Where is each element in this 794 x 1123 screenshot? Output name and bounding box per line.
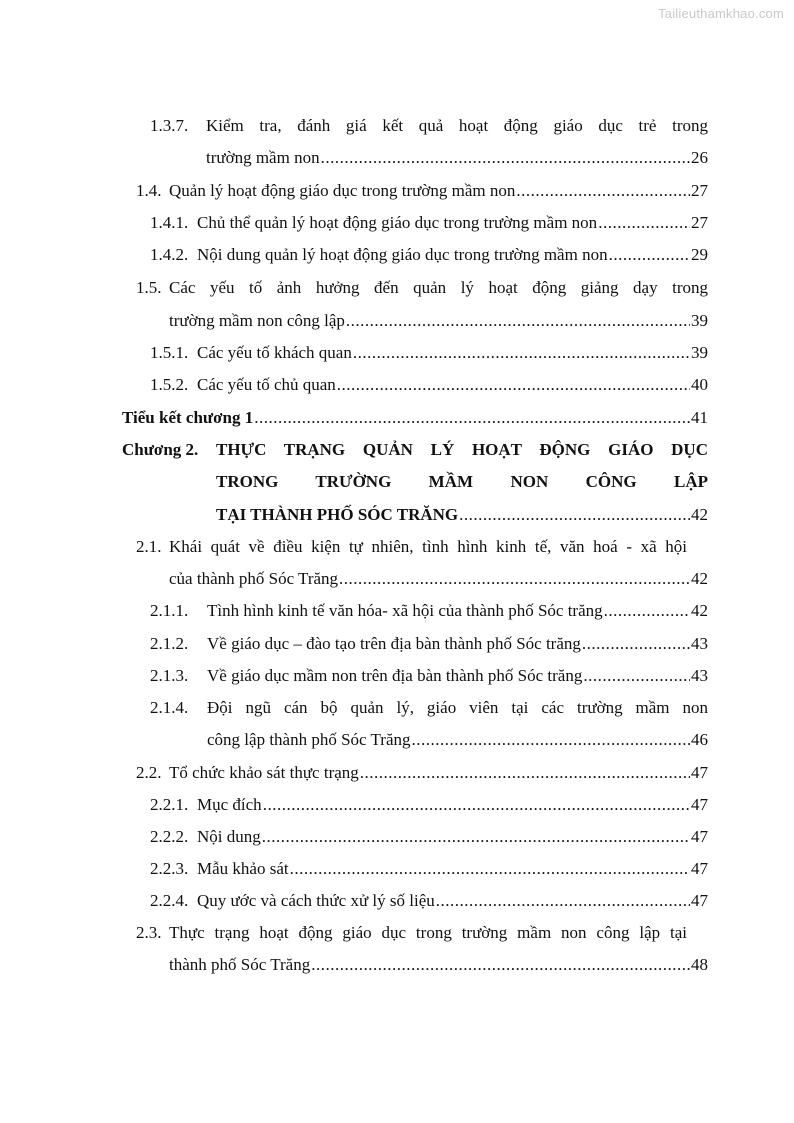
toc-page: 39 bbox=[691, 343, 708, 362]
toc-entry-chapter bbox=[122, 439, 708, 461]
toc-title: thành phố Sóc Trăng bbox=[169, 955, 311, 974]
toc-number: 2.1.1. bbox=[150, 601, 189, 620]
toc-title: THỰC TRẠNG QUẢN LÝ HOẠT ĐỘNG GIÁO DỤC bbox=[216, 440, 708, 459]
toc-number: 2.2.3. bbox=[150, 859, 189, 878]
toc-page: 47 bbox=[691, 763, 708, 782]
toc-entry bbox=[136, 180, 708, 202]
toc-title: Các yếu tố ảnh hưởng đến quản lý hoạt động giảng dạy trong bbox=[169, 278, 708, 297]
toc-leader bbox=[353, 342, 690, 364]
toc-number: 2.1.4. bbox=[150, 698, 189, 717]
toc-leader bbox=[311, 954, 690, 976]
toc-title: Tiểu kết chương 1 bbox=[122, 408, 254, 427]
toc-page: 27 bbox=[691, 181, 708, 200]
toc-entry bbox=[150, 115, 708, 137]
toc-title: công lập thành phố Sóc Trăng bbox=[207, 730, 411, 749]
toc-leader bbox=[290, 858, 690, 880]
toc-page: 47 bbox=[691, 795, 708, 814]
toc-leader bbox=[436, 890, 690, 912]
toc-title: Quy ước và cách thức xử lý số liệu bbox=[197, 891, 435, 910]
toc-title: Các yếu tố chủ quan bbox=[197, 375, 336, 394]
toc-entry bbox=[150, 858, 708, 880]
toc-entry bbox=[150, 600, 708, 622]
toc-entry bbox=[136, 762, 708, 784]
toc-leader bbox=[582, 633, 690, 655]
toc-title: TẠI THÀNH PHỐ SÓC TRĂNG bbox=[216, 505, 459, 524]
toc-title: của thành phố Sóc Trăng bbox=[169, 569, 339, 588]
toc-page: 47 bbox=[691, 891, 708, 910]
toc-title: Đội ngũ cán bộ quản lý, giáo viên tại các trường mầm non bbox=[207, 698, 708, 717]
toc-title: trường mầm non công lập bbox=[169, 311, 345, 330]
toc-leader bbox=[254, 407, 690, 429]
toc-entry bbox=[136, 536, 687, 558]
toc-entry bbox=[136, 277, 708, 299]
toc-page: 27 bbox=[691, 213, 708, 232]
watermark: Tailieuthamkhao.com bbox=[658, 6, 784, 21]
toc-entry-summary bbox=[122, 407, 708, 429]
toc-entry-chapter bbox=[216, 504, 708, 526]
toc-leader bbox=[583, 665, 690, 687]
toc-leader bbox=[321, 147, 690, 169]
toc-entry bbox=[150, 665, 708, 687]
toc-leader bbox=[360, 762, 690, 784]
toc-entry bbox=[136, 922, 687, 944]
toc-page: 43 bbox=[691, 666, 708, 685]
toc-number: 1.3.7. bbox=[150, 116, 189, 135]
toc-number: 2.3. bbox=[136, 923, 162, 942]
toc-entry bbox=[169, 568, 708, 590]
toc-leader bbox=[516, 180, 690, 202]
toc-leader bbox=[339, 568, 690, 590]
toc-entry bbox=[150, 794, 708, 816]
toc-entry bbox=[150, 826, 708, 848]
toc-page: 48 bbox=[691, 955, 708, 974]
toc-title: Về giáo dục mầm non trên địa bàn thành phố Sóc trăng bbox=[207, 666, 583, 685]
toc-number: 1.5.2. bbox=[150, 375, 189, 394]
toc-title: Tình hình kinh tế văn hóa- xã hội của thành phố Sóc trăng bbox=[207, 601, 603, 620]
toc-number: 2.2.4. bbox=[150, 891, 189, 910]
toc-page: 47 bbox=[691, 827, 708, 846]
toc-number: Chương 2. bbox=[122, 440, 199, 459]
toc-leader bbox=[459, 504, 690, 526]
toc-page: 43 bbox=[691, 634, 708, 653]
toc-page: 42 bbox=[691, 601, 708, 620]
toc-number: 1.4.2. bbox=[150, 245, 189, 264]
toc-page: 46 bbox=[691, 730, 708, 749]
toc-entry bbox=[150, 697, 708, 719]
toc-leader bbox=[263, 794, 690, 816]
toc-page: 39 bbox=[691, 311, 708, 330]
toc-page: 42 bbox=[691, 569, 708, 588]
toc-title: TRONG TRƯỜNG MẦM NON CÔNG LẬP bbox=[216, 472, 708, 491]
toc-title: Chủ thể quản lý hoạt động giáo dục trong trường mầm non bbox=[197, 213, 598, 232]
toc-title: Nội dung quản lý hoạt động giáo dục trong trường mầm non bbox=[197, 245, 608, 264]
toc-title: Nội dung bbox=[197, 827, 261, 846]
toc-number: 2.2.2. bbox=[150, 827, 189, 846]
toc-number: 2.1.2. bbox=[150, 634, 189, 653]
toc-leader bbox=[609, 244, 690, 266]
toc-entry bbox=[169, 954, 708, 976]
toc-entry bbox=[150, 633, 708, 655]
toc-number: 1.4. bbox=[136, 181, 162, 200]
toc-page: 29 bbox=[691, 245, 708, 264]
toc-entry bbox=[150, 244, 708, 266]
toc-entry-chapter bbox=[216, 471, 708, 493]
toc-entry bbox=[150, 374, 708, 396]
toc-number: 1.4.1. bbox=[150, 213, 189, 232]
toc-title: Các yếu tố khách quan bbox=[197, 343, 352, 362]
toc-title: Về giáo dục – đào tạo trên địa bàn thành phố Sóc trăng bbox=[207, 634, 581, 653]
toc-page: 41 bbox=[691, 408, 708, 427]
toc-entry bbox=[206, 147, 708, 169]
toc-number: 2.2.1. bbox=[150, 795, 189, 814]
toc-leader bbox=[337, 374, 690, 396]
toc-title: Thực trạng hoạt động giáo dục trong trường mầm non công lập tại bbox=[169, 923, 687, 942]
toc-title: Quản lý hoạt động giáo dục trong trường mầm non bbox=[169, 181, 516, 200]
toc-page: 42 bbox=[691, 505, 708, 524]
toc-number: 2.1.3. bbox=[150, 666, 189, 685]
toc-entry bbox=[207, 729, 708, 751]
toc-entry bbox=[150, 212, 708, 234]
toc-title: Khái quát về điều kiện tự nhiên, tình hình kinh tế, văn hoá - xã hội bbox=[169, 537, 687, 556]
toc-title: Tổ chức khảo sát thực trạng bbox=[169, 763, 359, 782]
toc-leader bbox=[598, 212, 690, 234]
toc-title: Mục đích bbox=[197, 795, 262, 814]
toc-number: 1.5.1. bbox=[150, 343, 189, 362]
toc-title: Kiểm tra, đánh giá kết quả hoạt động giáo dục trẻ trong bbox=[206, 116, 708, 135]
toc-page: 40 bbox=[691, 375, 708, 394]
toc-page: 26 bbox=[691, 148, 708, 167]
toc-leader bbox=[412, 729, 690, 751]
toc-page: 47 bbox=[691, 859, 708, 878]
toc-title: trường mầm non bbox=[206, 148, 320, 167]
toc-number: 2.1. bbox=[136, 537, 162, 556]
toc-entry bbox=[150, 890, 708, 912]
toc-entry bbox=[150, 342, 708, 364]
toc-title: Mẫu khảo sát bbox=[197, 859, 289, 878]
toc-number: 2.2. bbox=[136, 763, 162, 782]
toc-leader bbox=[346, 310, 690, 332]
toc-leader bbox=[262, 826, 690, 848]
toc-leader bbox=[604, 600, 690, 622]
toc-entry bbox=[169, 310, 708, 332]
toc-number: 1.5. bbox=[136, 278, 162, 297]
